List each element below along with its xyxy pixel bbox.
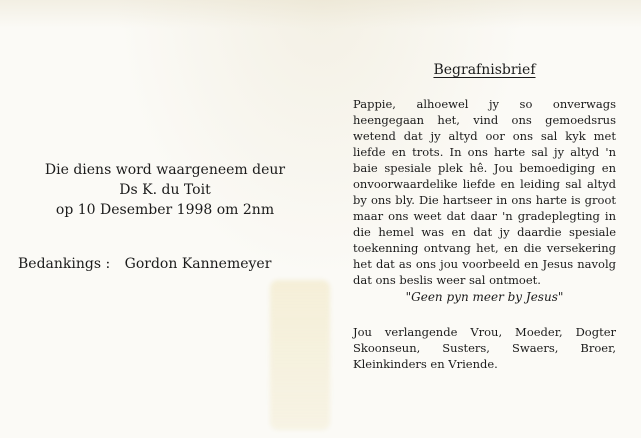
- acknowledgements: [18, 256, 271, 272]
- service-officiant-line: Die diens word waargeneem deur: [44, 162, 286, 178]
- service-details: [30, 160, 300, 220]
- acknowledgements-name: Gordon Kannemeyer: [124, 256, 272, 272]
- letter-heading: [353, 62, 616, 78]
- officiant-name: Ds K. du Toit: [119, 182, 211, 198]
- right-panel: [353, 0, 616, 438]
- service-date: op 10 Desember 1998 om 2nm: [55, 202, 275, 218]
- letter-signature: Jou verlangende Vrou, Moeder, Dogter Skoonseun, Susters, Swaers, Broer, Kleinkinders en Vriende.: [353, 325, 616, 371]
- left-panel: [0, 0, 320, 438]
- letter-body: Pappie, alhoewel jy so onverwags heengegaan het, vind ons gemoedsrus wetend dat jy altyd oor ons sal kyk met liefde en trots. In ons harte sal jy altyd 'n baie spesiale plek hê. Jou bemoediging en onvoorwaardelike liefde en leiding sal altyd by ons bly. Die hartseer in ons harte is groot maar ons weet dat daar 'n gradeplegting in die hemel was en dat jy daardie spesiale toekenning ontvang het, en die versekering het dat as ons jou voorbeeld en Jesus navolg dat ons beslis weer sal ontmoet.: [353, 97, 616, 287]
- acknowledgements-label: Bedankings :: [18, 256, 111, 272]
- letter-heading-text: Begrafnisbrief: [433, 62, 536, 78]
- letter-quote: "Geen pyn meer by Jesus": [405, 290, 564, 304]
